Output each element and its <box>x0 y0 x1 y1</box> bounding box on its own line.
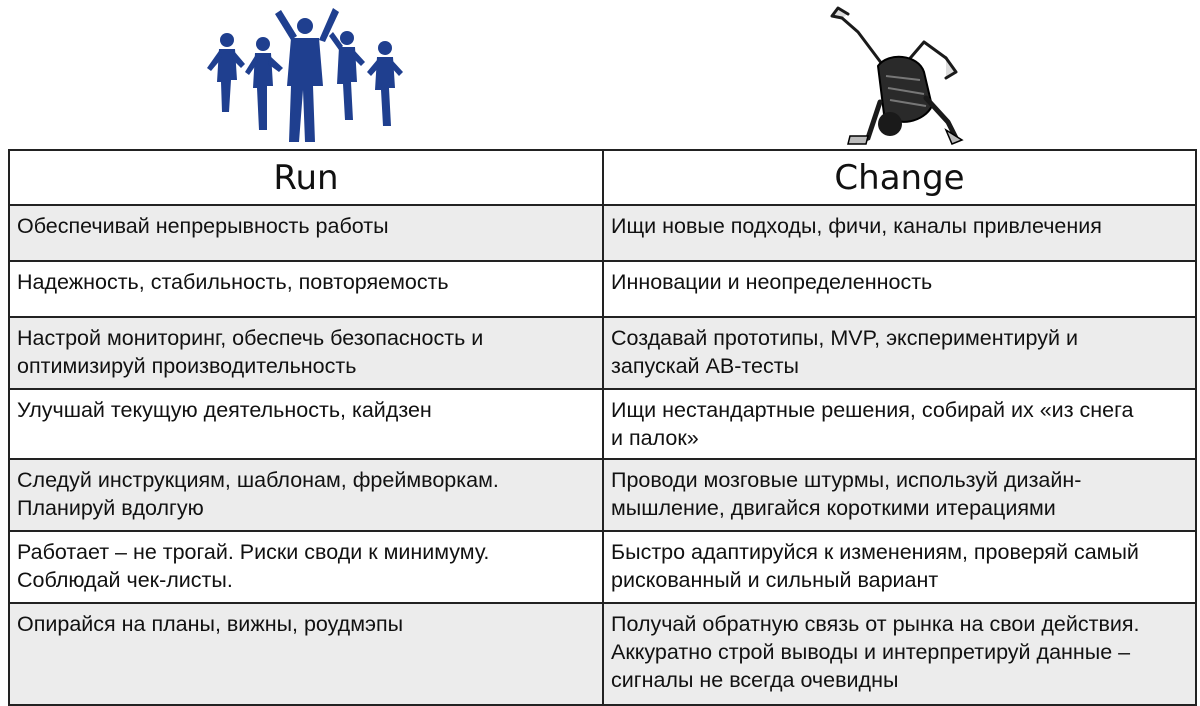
run-cell: Улучшай текущую деятельность, кайдзен <box>9 389 603 459</box>
change-cell: Получай обратную связь от рынка на свои действия. Аккуратно строй выводы и интерпретируй данные – сигналы не всегда очевидны <box>603 603 1196 705</box>
table-row <box>9 205 1196 261</box>
run-cell: Настрой мониторинг, обеспечь безопасность и оптимизируй производительность <box>9 317 603 389</box>
table-row <box>9 459 1196 531</box>
runner-figure <box>275 8 339 142</box>
run-cell: Надежность, стабильность, повторяемость <box>9 261 603 317</box>
header-change: Change <box>603 150 1196 205</box>
run-cell: Обеспечивай непрерывность работы <box>9 205 603 261</box>
change-cell: Ищи нестандартные решения, собирай их «из снега и палок» <box>603 389 1196 459</box>
breakdancer-icon <box>828 2 968 148</box>
runner-figure <box>207 33 245 112</box>
runner-figure <box>367 41 403 126</box>
table-row <box>9 389 1196 459</box>
change-cell: Ищи новые подходы, фичи, каналы привлечения <box>603 205 1196 261</box>
change-cell: Инновации и неопределенность <box>603 261 1196 317</box>
runner-figure <box>245 37 283 130</box>
table-row <box>9 317 1196 389</box>
table-row <box>9 531 1196 603</box>
header-row <box>9 150 1196 205</box>
run-change-table <box>8 149 1197 706</box>
running-people-icon <box>205 2 405 148</box>
change-cell: Быстро адаптируйся к изменениям, проверяй самый рискованный и сильный вариант <box>603 531 1196 603</box>
runner-figure <box>329 31 365 120</box>
run-cell: Следуй инструкциям, шаблонам, фреймворкам. Планируй вдолгую <box>9 459 603 531</box>
run-cell: Опирайся на планы, вижны, роудмэпы <box>9 603 603 705</box>
table-row <box>9 603 1196 705</box>
header-run: Run <box>9 150 603 205</box>
table-row <box>9 261 1196 317</box>
run-cell: Работает – не трогай. Риски своди к минимуму. Соблюдай чек-листы. <box>9 531 603 603</box>
change-cell: Создавай прототипы, MVP, экспериментируй и запускай АВ-тесты <box>603 317 1196 389</box>
change-cell: Проводи мозговые штурмы, используй дизайн- мышление, двигайся короткими итерациями <box>603 459 1196 531</box>
